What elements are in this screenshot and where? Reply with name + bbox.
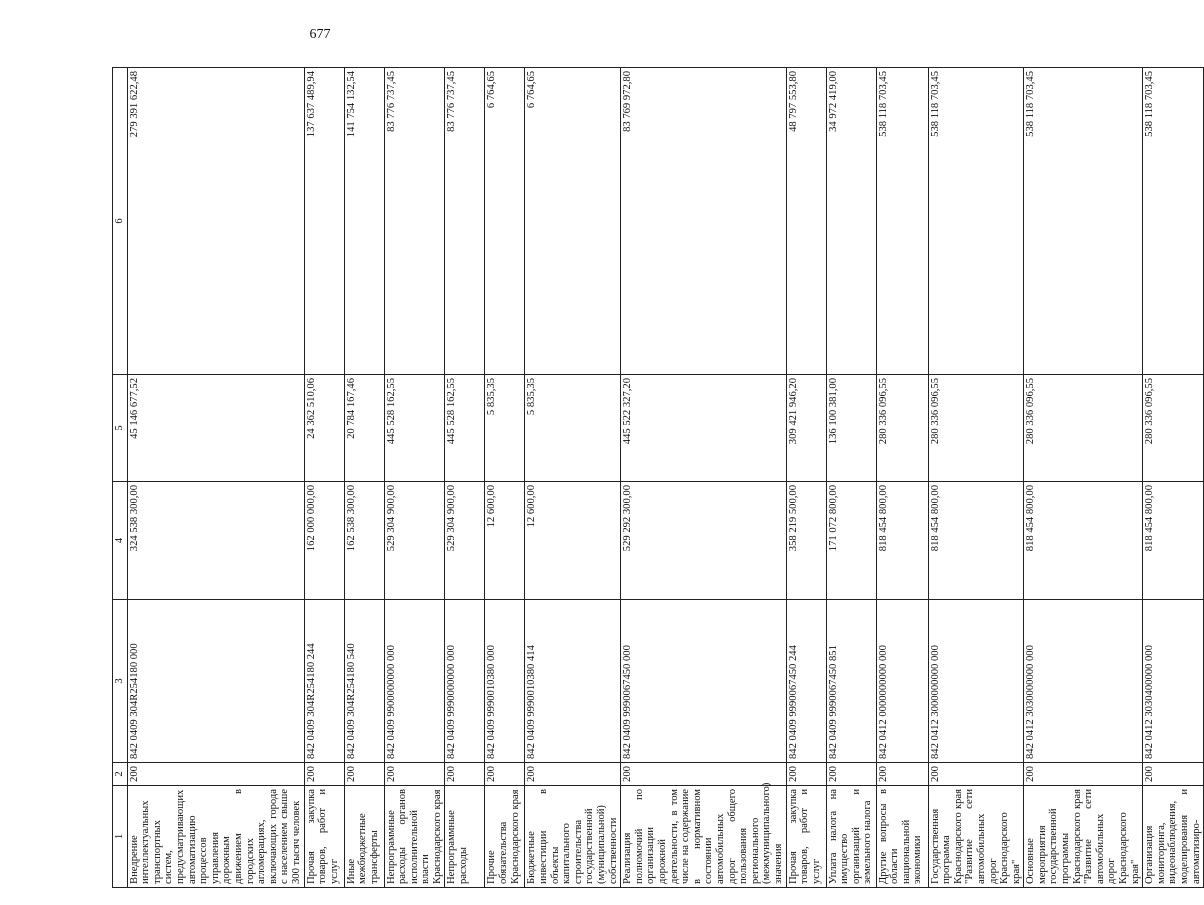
row-value-col6: 83 776 737,45 [384,68,445,375]
row-value-col5: 280 336 096,55 [1143,375,1204,482]
row-code: 200 [621,763,786,786]
row-value-col4: 162 000 000,00 [304,482,344,600]
row-code: 200 [384,763,445,786]
row-code: 200 [485,763,525,786]
row-code: 200 [928,763,1024,786]
row-kbk: 842 0412 0000000000 000 [876,600,928,763]
row-kbk: 842 0409 9990067450 244 [786,600,826,763]
row-kbk: 842 0409 304R254180 244 [304,600,344,763]
row-value-col6: 137 637 489,94 [304,68,344,375]
row-name: Уплата налога на имущество организаций и земельного налога [826,786,876,888]
row-kbk: 842 0409 9990010380 414 [525,600,621,763]
row-value-col5: 5 835,35 [525,375,621,482]
row-code: 200 [1143,763,1204,786]
row-name: Прочие обязательства Краснодарского края [485,786,525,888]
table-row [485,68,525,888]
table-row [1143,68,1204,888]
row-code: 200 [826,763,876,786]
column-header: 5 [113,375,128,482]
page-number: 677 [309,27,331,42]
row-name: Другие вопросы в области национальной экономики [876,786,928,888]
row-code: 200 [344,763,384,786]
row-value-col5: 445 528 162,55 [384,375,445,482]
row-code: 200 [876,763,928,786]
row-name: Внедрение интеллектуальных транспортных систем, предусматривающих автоматизацию процессов управления дорожным движением в городских агломерациях, включающих города с населением свыше 300 тысяч человек [127,786,304,888]
row-value-col4: 818 454 800,00 [1024,482,1143,600]
table-row [876,68,928,888]
row-value-col5: 5 835,35 [485,375,525,482]
row-value-col4: 529 304 900,00 [384,482,445,600]
row-value-col5: 280 336 096,55 [876,375,928,482]
row-name: Основные мероприятия государственной программы Краснодарского края "Развитие сети автомобильных дорог Краснодарского края" [1024,786,1143,888]
table-row [304,68,344,888]
column-header: 1 [113,786,128,888]
row-value-col6: 6 764,65 [525,68,621,375]
row-kbk: 842 0412 3030400000 000 [1143,600,1204,763]
row-name: Непрограммные расходы органов исполнительной власти Краснодарского края [384,786,445,888]
row-code: 200 [304,763,344,786]
table-row [344,68,384,888]
row-code: 200 [445,763,485,786]
row-name: Прочая закупка товаров, работ и услуг [786,786,826,888]
row-value-col6: 6 764,65 [485,68,525,375]
table-row [384,68,445,888]
table-row [445,68,485,888]
rotated-table-area [112,68,1202,888]
row-kbk: 842 0409 9990000000 000 [445,600,485,763]
table-row [826,68,876,888]
row-kbk: 842 0412 3000000000 000 [928,600,1024,763]
row-name: Организация мониторинга, видеонаблюдения, моделирования и автоматизиро- [1143,786,1204,888]
header-row [113,68,128,888]
row-code: 200 [786,763,826,786]
row-name: Государственная программа Краснодарского края "Развитие сети автомобильных дорог Краснодарского края" [928,786,1024,888]
row-value-col4: 12 600,00 [525,482,621,600]
row-value-col5: 280 336 096,55 [928,375,1024,482]
row-value-col5: 445 528 162,55 [445,375,485,482]
row-code: 200 [525,763,621,786]
row-value-col4: 162 538 300,00 [344,482,384,600]
row-value-col4: 529 292 300,00 [621,482,786,600]
row-name: Иные межбюджетные трансферты [344,786,384,888]
row-value-col6: 34 972 419,00 [826,68,876,375]
budget-table [112,67,1204,888]
row-value-col6: 538 118 703,45 [876,68,928,375]
row-kbk: 842 0409 9990010380 000 [485,600,525,763]
column-header: 2 [113,763,128,786]
table-row [621,68,786,888]
row-code: 200 [127,763,304,786]
row-value-col5: 445 522 327,20 [621,375,786,482]
row-value-col6: 538 118 703,45 [1024,68,1143,375]
row-value-col6: 48 797 553,80 [786,68,826,375]
column-header: 4 [113,482,128,600]
row-value-col5: 280 336 096,55 [1024,375,1143,482]
table-row [928,68,1024,888]
row-value-col5: 45 146 677,52 [127,375,304,482]
row-value-col6: 83 776 737,45 [445,68,485,375]
row-value-col6: 538 118 703,45 [928,68,1024,375]
table-row [786,68,826,888]
table-row [127,68,304,888]
row-kbk: 842 0409 304R254180 000 [127,600,304,763]
row-value-col6: 538 118 703,45 [1143,68,1204,375]
column-header: 3 [113,600,128,763]
row-name: Реализация полномочий по организации дорожной деятельности, в том числе на содержание в нормативном состоянии автомобильных дорог общего пользования регионального (межмуниципального) значения [621,786,786,888]
row-name: Непрограммные расходы [445,786,485,888]
row-value-col4: 358 219 500,00 [786,482,826,600]
row-value-col4: 818 454 800,00 [1143,482,1204,600]
row-kbk: 842 0409 9990067450 851 [826,600,876,763]
row-kbk: 842 0409 304R254180 540 [344,600,384,763]
row-kbk: 842 0412 3030000000 000 [1024,600,1143,763]
table-row [525,68,621,888]
row-code: 200 [1024,763,1143,786]
row-value-col6: 83 769 972,80 [621,68,786,375]
column-header: 6 [113,68,128,375]
row-value-col4: 818 454 800,00 [876,482,928,600]
row-value-col6: 141 754 132,54 [344,68,384,375]
row-kbk: 842 0409 9990067450 000 [621,600,786,763]
row-value-col6: 279 391 622,48 [127,68,304,375]
row-name: Бюджетные инвестиции в объекты капитального строительства государственной (муниципальной) собственности [525,786,621,888]
row-value-col4: 12 600,00 [485,482,525,600]
table-row [1024,68,1143,888]
row-value-col4: 529 304 900,00 [445,482,485,600]
row-name: Прочая закупка товаров, работ и услуг [304,786,344,888]
row-value-col5: 136 100 381,00 [826,375,876,482]
row-value-col4: 818 454 800,00 [928,482,1024,600]
row-value-col5: 20 784 167,46 [344,375,384,482]
row-value-col5: 24 362 510,06 [304,375,344,482]
row-value-col4: 171 072 800,00 [826,482,876,600]
row-kbk: 842 0409 9900000000 000 [384,600,445,763]
row-value-col4: 324 538 300,00 [127,482,304,600]
row-value-col5: 309 421 946,20 [786,375,826,482]
